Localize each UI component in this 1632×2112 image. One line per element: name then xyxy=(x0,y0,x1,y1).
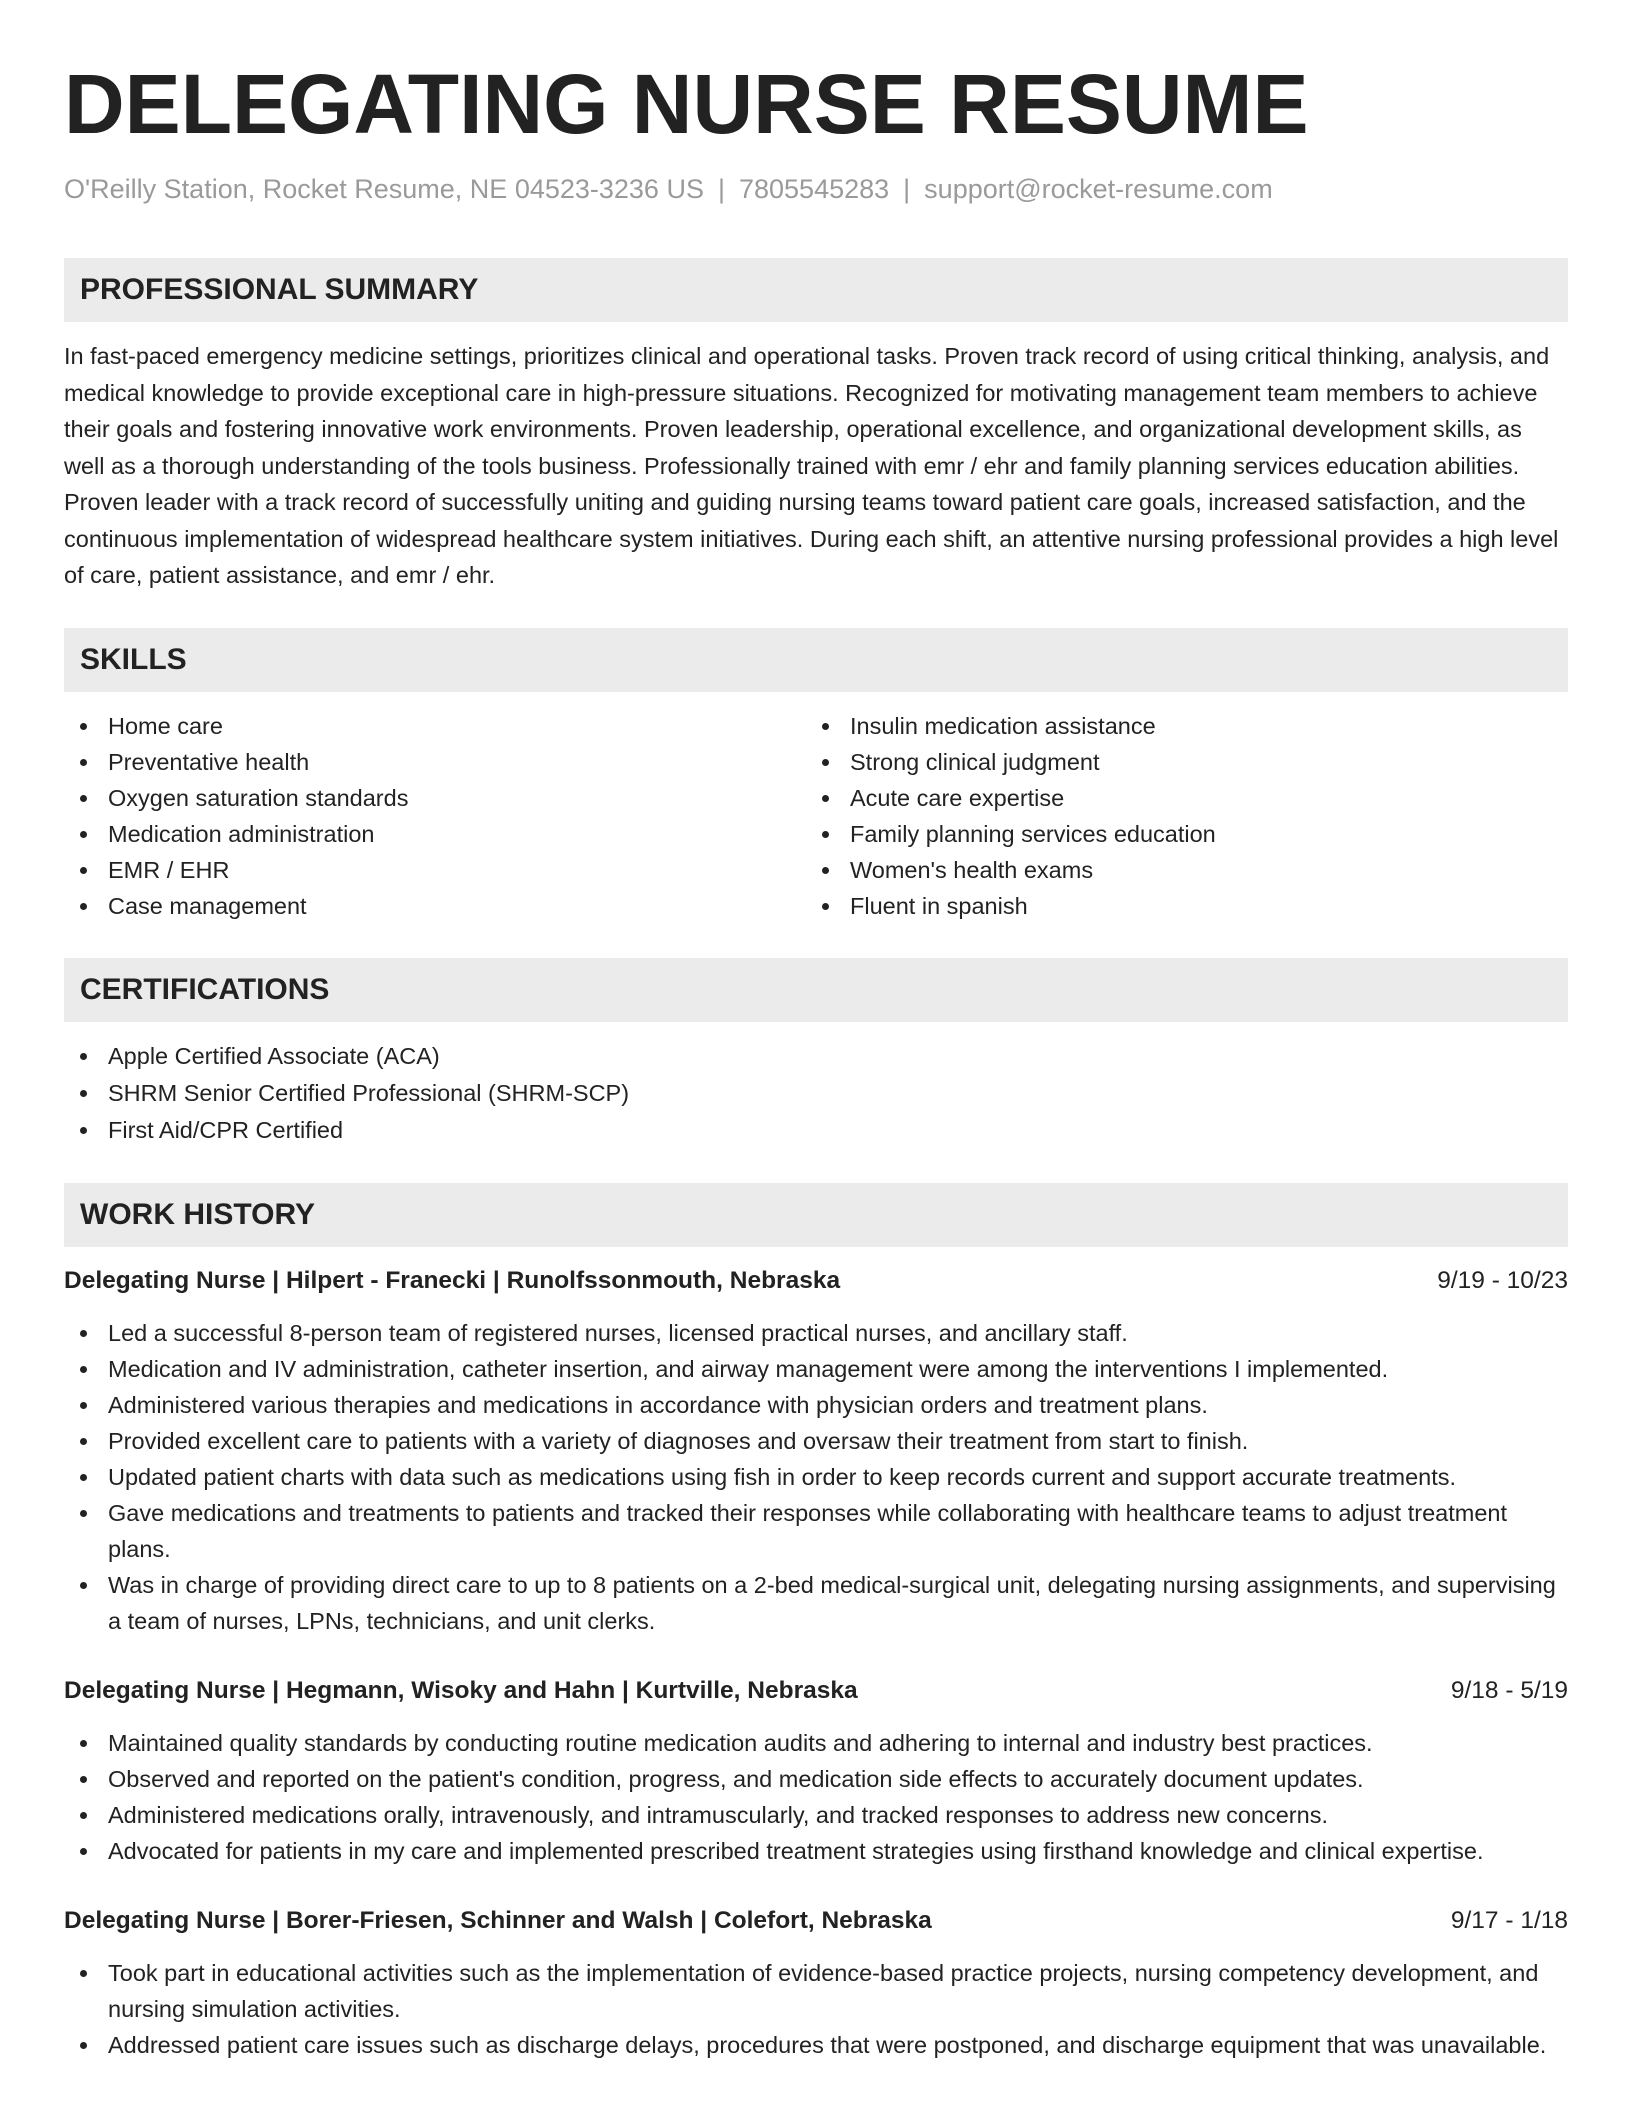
job-title: Delegating Nurse | Hegmann, Wisoky and Hahn | Kurtville, Nebraska xyxy=(64,1676,858,1704)
professional-summary-section xyxy=(64,258,1568,594)
section-heading-work-history: WORK HISTORY xyxy=(64,1183,1568,1247)
contact-email: support@rocket-resume.com xyxy=(924,174,1273,204)
job-title: Delegating Nurse | Borer-Friesen, Schinner and Walsh | Colefort, Nebraska xyxy=(64,1906,932,1934)
job-bullet: Updated patient charts with data such as medications using fish in order to keep records current and support accurate treatments. xyxy=(64,1459,1568,1495)
skill-item: Fluent in spanish xyxy=(806,888,1548,924)
job-bullet-list xyxy=(64,1955,1568,2063)
certifications-list xyxy=(64,1038,1568,1149)
job-dates: 9/17 - 1/18 xyxy=(1450,1906,1568,1934)
job-bullet: Provided excellent care to patients with a variety of diagnoses and oversaw their treatment from start to finish. xyxy=(64,1423,1568,1459)
job-bullet-list xyxy=(64,1315,1568,1639)
skill-item: Women's health exams xyxy=(806,852,1548,888)
certification-item: SHRM Senior Certified Professional (SHRM-SCP) xyxy=(64,1075,1568,1112)
skill-item: EMR / EHR xyxy=(64,852,806,888)
job-dates: 9/19 - 10/23 xyxy=(1437,1266,1568,1294)
job-header xyxy=(64,1673,1568,1709)
job-bullet: Gave medications and treatments to patients and tracked their responses while collaborating with healthcare teams to adjust treatment plans. xyxy=(64,1495,1568,1567)
job-header xyxy=(64,1263,1568,1299)
skills-grid xyxy=(64,708,1568,924)
section-heading-skills: SKILLS xyxy=(64,628,1568,692)
job-bullet: Maintained quality standards by conducting routine medication audits and adhering to internal and industry best practices. xyxy=(64,1725,1568,1761)
certification-item: Apple Certified Associate (ACA) xyxy=(64,1038,1568,1075)
job-bullet: Observed and reported on the patient's condition, progress, and medication side effects to accurately document updates. xyxy=(64,1761,1568,1797)
contact-address: O'Reilly Station, Rocket Resume, NE 04523-3236 US xyxy=(64,174,704,204)
summary-text: In fast-paced emergency medicine settings, prioritizes clinical and operational tasks. Proven track record of using critical thinking, analysis, and medical knowledge to provide exceptional care in high-pressure situations. Recognized for motivating management team members to achieve their goals and fostering innovative work environments. Proven leadership, operational excellence, and organizational development skills, as well as a thorough understanding of the tools business. Professionally trained with emr / ehr and family planning services education abilities. Proven leader with a track record of successfully uniting and guiding nursing teams toward patient care goals, increased satisfaction, and the continuous implementation of widespread healthcare system initiatives. During each shift, an attentive nursing professional provides a high level of care, patient assistance, and emr / ehr. xyxy=(64,343,1559,588)
job-bullet: Was in charge of providing direct care to up to 8 patients on a 2-bed medical-surgical unit, delegating nursing assignments, and supervising a team of nurses, LPNs, technicians, and unit clerks. xyxy=(64,1567,1568,1639)
section-heading-certifications: CERTIFICATIONS xyxy=(64,958,1568,1022)
certification-item: First Aid/CPR Certified xyxy=(64,1112,1568,1149)
job-bullet: Took part in educational activities such as the implementation of evidence-based practice projects, nursing competency development, and nursing simulation activities. xyxy=(64,1955,1568,2027)
skills-section xyxy=(64,628,1568,924)
contact-separator: | xyxy=(717,174,725,204)
skill-item: Home care xyxy=(64,708,806,744)
contact-line xyxy=(64,172,1568,206)
job-title: Delegating Nurse | Hilpert - Franecki | Runolfssonmouth, Nebraska xyxy=(64,1266,841,1294)
job-bullet: Administered various therapies and medications in accordance with physician orders and treatment plans. xyxy=(64,1387,1568,1423)
skill-item: Insulin medication assistance xyxy=(806,708,1548,744)
skill-item: Family planning services education xyxy=(806,816,1548,852)
certifications-section xyxy=(64,958,1568,1149)
job-bullet: Addressed patient care issues such as discharge delays, procedures that were postponed, and discharge equipment that was unavailable. xyxy=(64,2027,1568,2063)
job-bullet-list xyxy=(64,1725,1568,1869)
job-bullet: Advocated for patients in my care and implemented prescribed treatment strategies using firsthand knowledge and clinical expertise. xyxy=(64,1833,1568,1869)
skill-item: Oxygen saturation standards xyxy=(64,780,806,816)
contact-separator: | xyxy=(903,174,911,204)
job-bullet: Led a successful 8-person team of registered nurses, licensed practical nurses, and ancillary staff. xyxy=(64,1315,1568,1351)
job-dates: 9/18 - 5/19 xyxy=(1450,1676,1568,1704)
skill-item: Acute care expertise xyxy=(806,780,1548,816)
job-bullet: Administered medications orally, intravenously, and intramuscularly, and tracked responses to address new concerns. xyxy=(64,1797,1568,1833)
job-bullet: Medication and IV administration, catheter insertion, and airway management were among the interventions I implemented. xyxy=(64,1351,1568,1387)
job-entry xyxy=(64,1673,1568,1869)
skills-column-left xyxy=(64,708,806,924)
contact-phone: 7805545283 xyxy=(738,174,890,204)
resume-title: DELEGATING NURSE RESUME xyxy=(64,57,1309,151)
section-heading-summary: PROFESSIONAL SUMMARY xyxy=(64,258,1568,322)
skill-item: Medication administration xyxy=(64,816,806,852)
job-header xyxy=(64,1903,1568,1939)
work-history-section xyxy=(64,1183,1568,2063)
resume-page xyxy=(64,0,1568,2063)
skill-item: Preventative health xyxy=(64,744,806,780)
skill-item: Case management xyxy=(64,888,806,924)
job-entry xyxy=(64,1903,1568,2063)
skill-item: Strong clinical judgment xyxy=(806,744,1548,780)
job-entry xyxy=(64,1263,1568,1639)
skills-column-right xyxy=(806,708,1548,924)
